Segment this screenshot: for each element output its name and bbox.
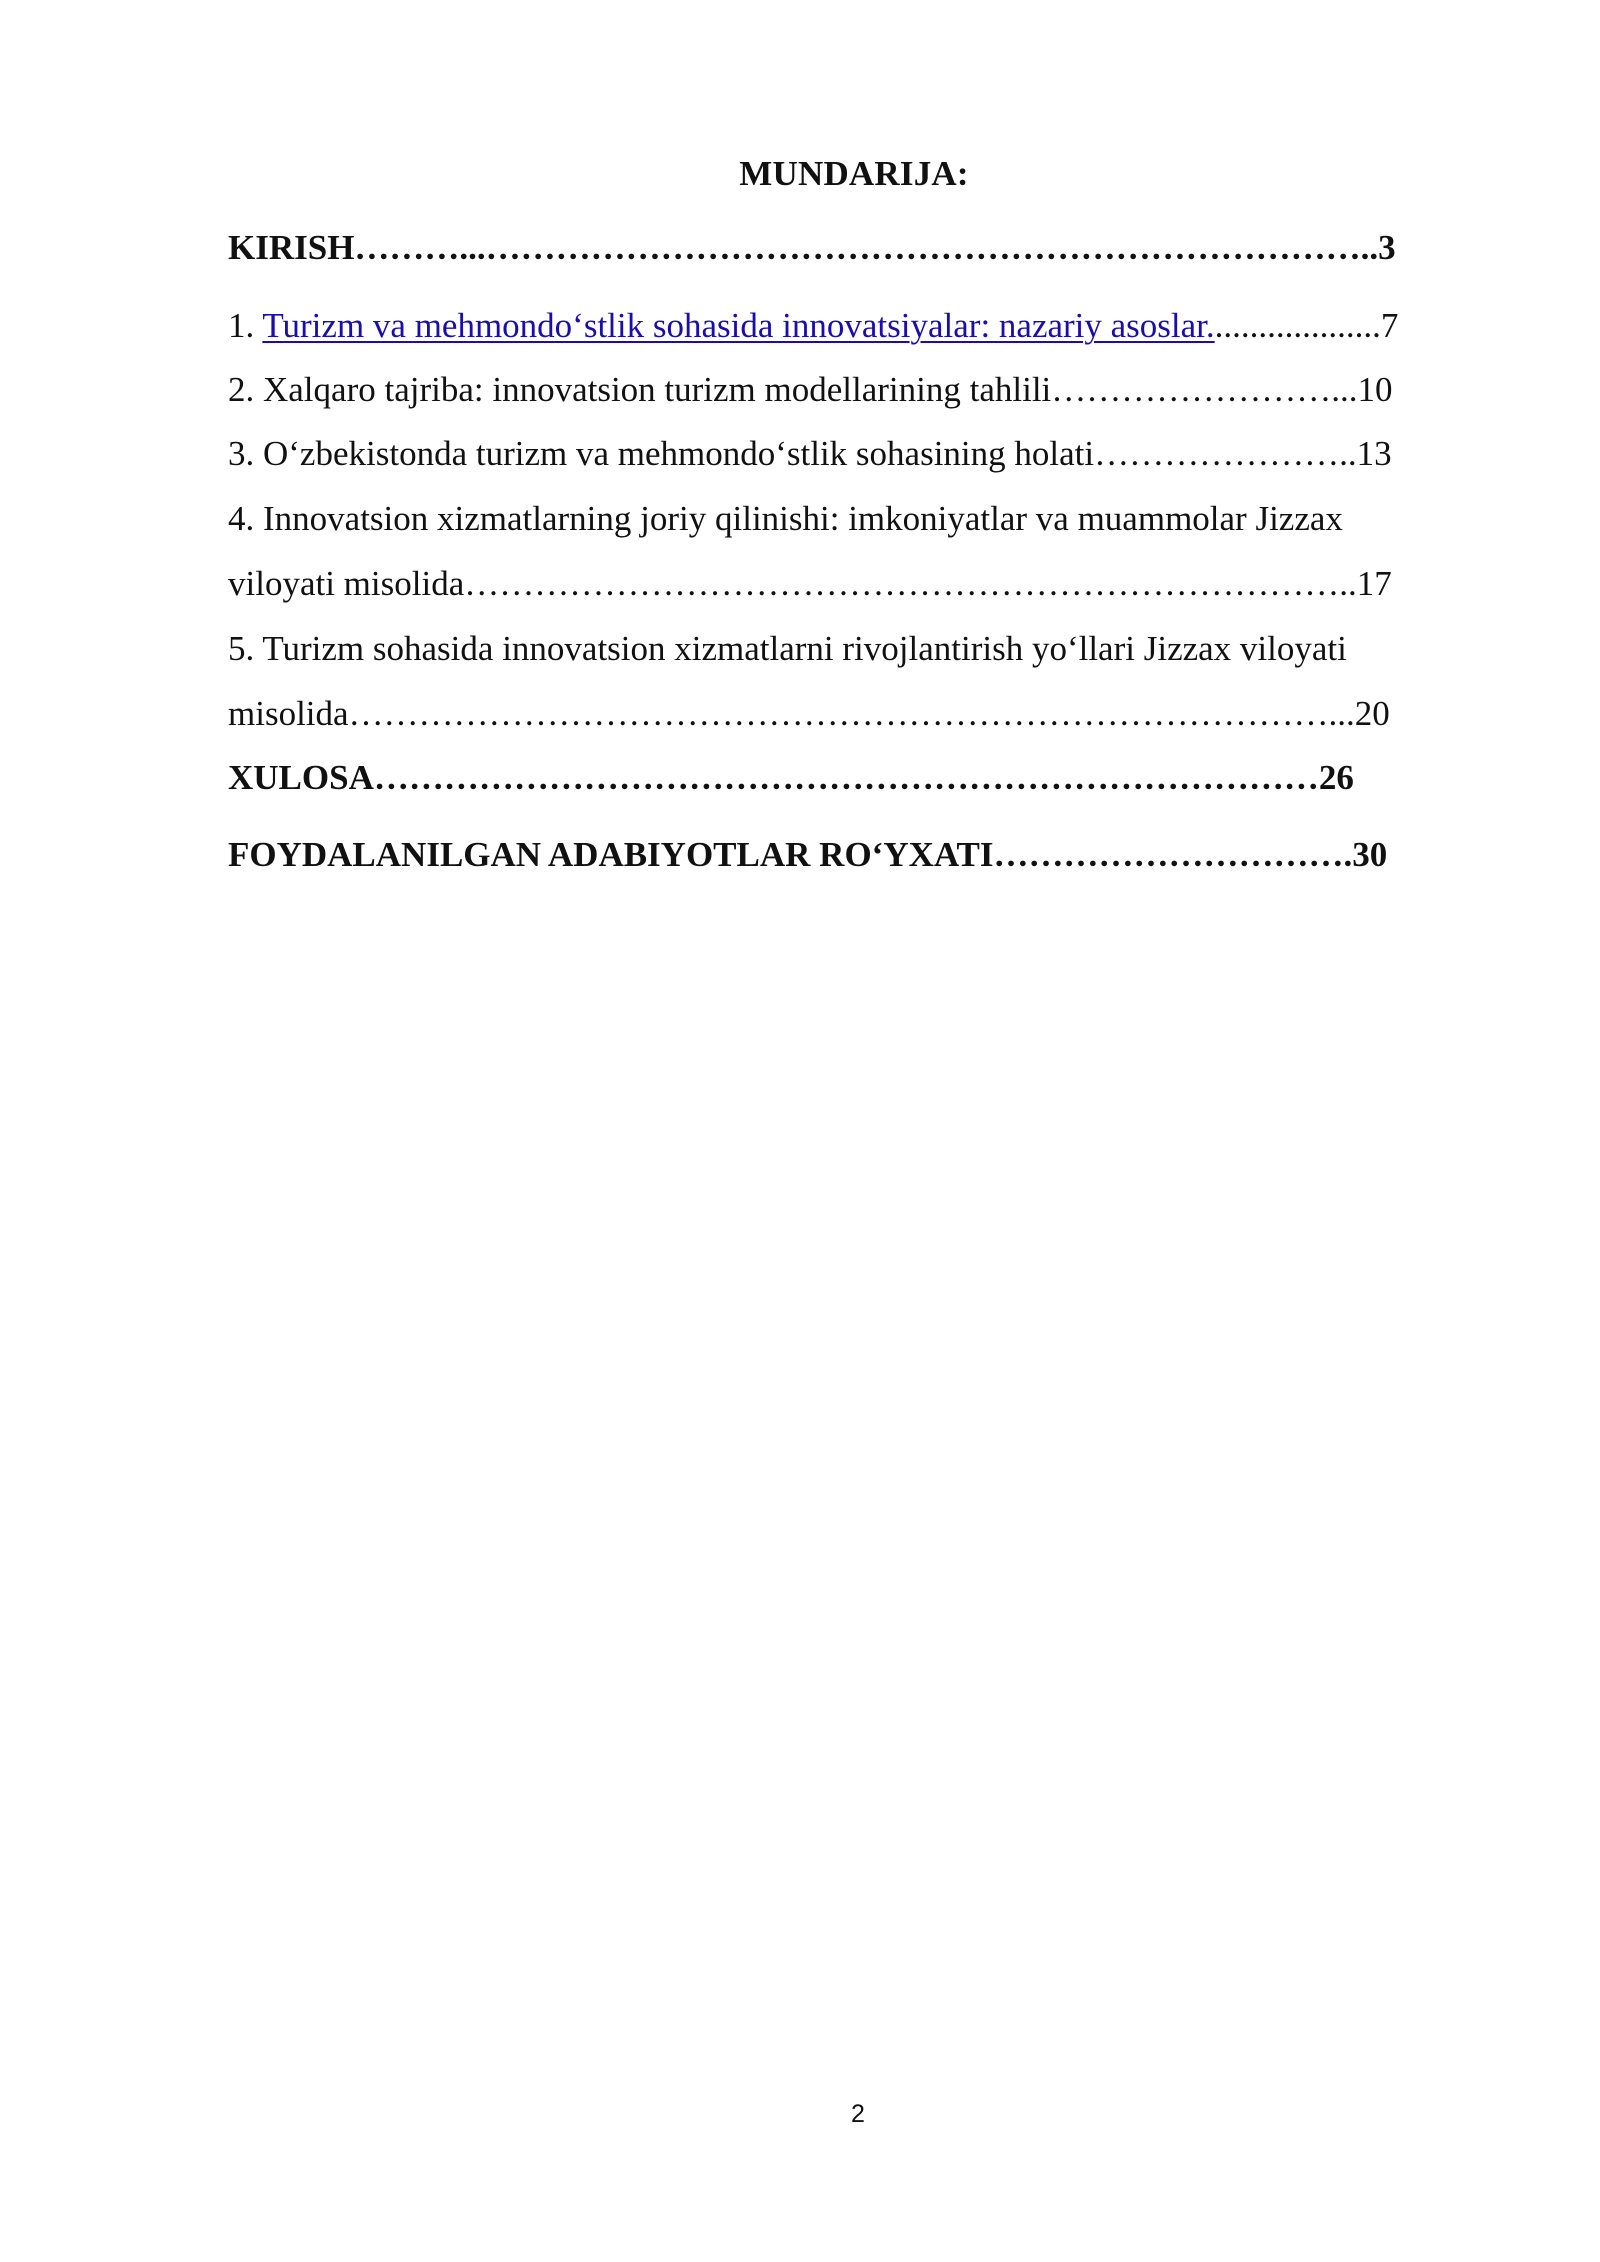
toc-entry-1-link[interactable]: Turizm va mehmondo‘stlik sohasida innovatsiyalar: nazariy asoslar. [262,306,1215,345]
toc-entry-2[interactable]: 2. Xalqaro tajriba: innovatsion turizm modellarining tahlili……………………...10 [228,370,1393,409]
page-number: 2 [851,2100,865,2128]
toc-entry-4-line-1[interactable]: 4. Innovatsion xizmatlarning joriy qilinishi: imkoniyatlar va muammolar Jizzax [228,499,1343,538]
toc-entry-kirish[interactable]: KIRISH………...…………………………………………………………………..3 [228,228,1396,267]
toc-entry-xulosa[interactable]: XULOSA………………………………………………………………………26 [228,758,1354,797]
toc-heading: MUNDARIJA: [739,154,969,193]
toc-entry-1-number: 1. [228,306,263,345]
toc-entry-3[interactable]: 3. O‘zbekistonda turizm va mehmondo‘stlik sohasining holati…………………..13 [228,434,1392,473]
toc-entry-1-leader: ...................7 [1214,306,1399,345]
toc-entry-5-line-2[interactable]: misolida…………………………………………………………………………...20 [228,694,1390,733]
toc-entry-adabiyotlar[interactable]: FOYDALANILGAN ADABIYOTLAR RO‘YXATI………………………….30 [228,835,1388,874]
toc-entry-4-line-2[interactable]: viloyati misolida…………………………………………………………………..17 [228,564,1392,603]
toc-entry-1 [228,304,1482,348]
toc-entry-5-line-1[interactable]: 5. Turizm sohasida innovatsion xizmatlarni rivojlantirish yo‘llari Jizzax viloyati [228,629,1347,668]
